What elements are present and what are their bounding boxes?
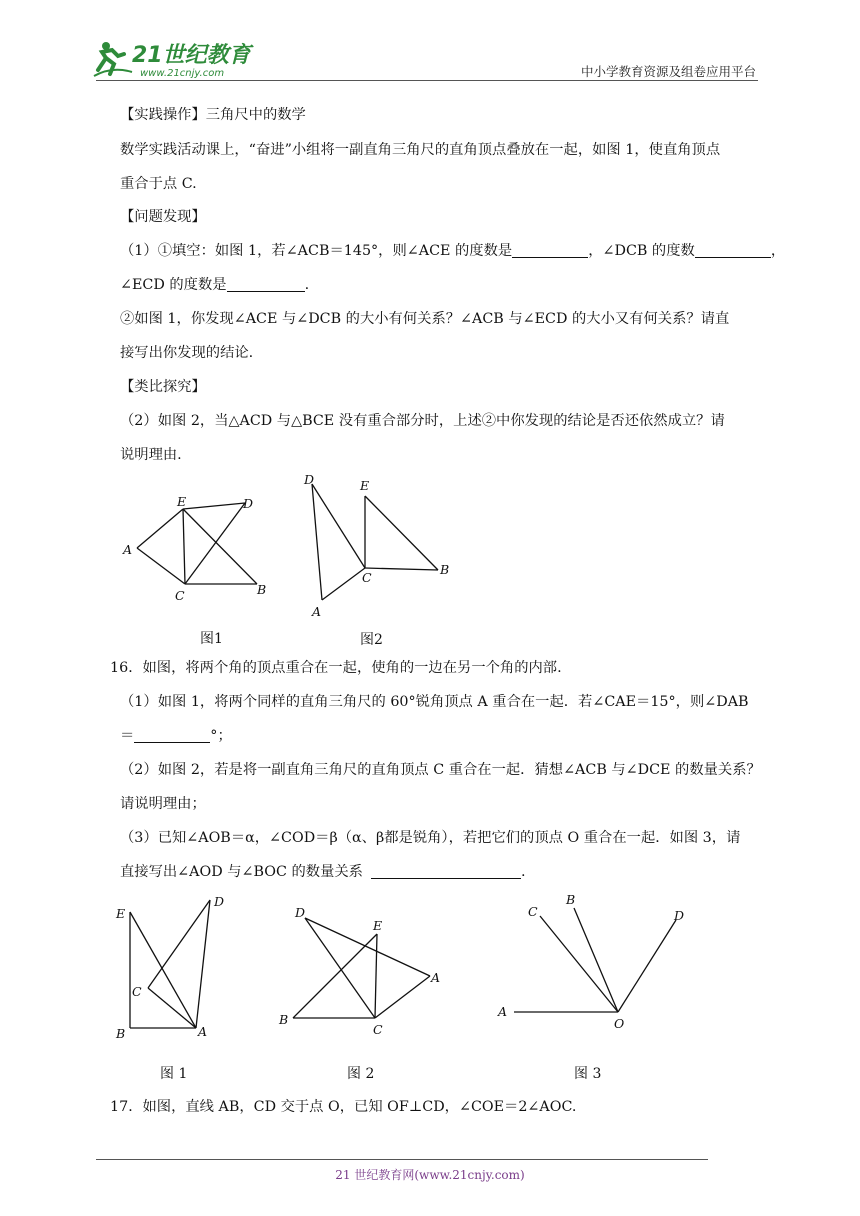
q15-part1-period: . (304, 277, 310, 293)
q15-part1-text-a: （1）①填空：如图 1，若∠ACB＝145°，则∠ACE 的度数是 (120, 243, 513, 259)
q16-part3-period: . (520, 864, 526, 880)
label-B: B (116, 1026, 126, 1041)
label-E: E (373, 918, 383, 933)
q15-section-discovery: 【问题发现】 (120, 209, 206, 225)
label-A: A (123, 542, 133, 557)
site-logo (92, 36, 262, 80)
label-C: C (175, 588, 185, 603)
label-C: C (362, 570, 372, 585)
label-E: E (116, 906, 126, 921)
answer-blank-dcb[interactable] (695, 243, 771, 258)
q16-figure-3 (492, 888, 702, 1086)
footer-site[interactable]: 21 世纪教育网(www.21cnjy.com) (335, 1168, 525, 1182)
q16-figure-1 (108, 888, 243, 1086)
label-A: A (312, 604, 322, 619)
q16-part1-eq: ＝ (120, 728, 135, 744)
q16-part3-line2 (120, 862, 770, 882)
label-B: B (257, 582, 267, 597)
answer-blank-ace[interactable] (512, 243, 588, 258)
figure-caption: 图1 (200, 631, 223, 647)
label-B: B (279, 1012, 289, 1027)
figure-caption: 图 2 (347, 1066, 375, 1082)
figure-caption: 图2 (360, 632, 383, 648)
label-D: D (243, 496, 254, 511)
label-A: A (431, 970, 441, 985)
q15-figure-2 (300, 468, 470, 650)
q15-section-analogy: 【类比探究】 (120, 379, 206, 395)
q15-part1-text-c: ， (770, 243, 786, 259)
answer-blank-dab[interactable] (134, 728, 210, 743)
q16-part3-line1: （3）已知∠AOB＝α，∠COD＝β（α、β都是锐角），若把它们的顶点 O 重合在一起．如图 3，请 (120, 830, 741, 846)
label-C: C (528, 904, 538, 919)
q16-part1-line2 (120, 726, 770, 746)
q15-part1-line1 (120, 241, 786, 261)
header-divider (96, 80, 758, 81)
label-D: D (214, 894, 225, 909)
label-B: B (566, 892, 576, 907)
q15-part1-text-ecd: ∠ECD 的度数是 (120, 277, 227, 293)
q16-part3-text: 直接写出∠AOD 与∠BOC 的数量关系 (120, 864, 363, 880)
label-B: B (440, 562, 450, 577)
q15-figure-1 (115, 490, 275, 650)
logo-text: 21世纪教育 (132, 43, 251, 68)
logo-url: www.21cnjy.com (140, 68, 225, 79)
q16-part2-line2: 请说明理由； (120, 796, 206, 812)
label-D: D (304, 472, 315, 487)
q16-part1-line1: （1）如图 1，将两个同样的直角三角尺的 60°锐角顶点 A 重合在一起．若∠CAE＝15°，则∠DAB (120, 694, 749, 710)
label-E: E (177, 494, 187, 509)
q15-title: 【实践操作】三角尺中的数学 (120, 107, 306, 123)
figure-caption: 图 3 (574, 1066, 602, 1082)
q16-part1-degree: °； (210, 728, 232, 744)
q15-part1-q2-line2: 接写出你发现的结论. (120, 345, 254, 361)
q17-stem: 17．如图，直线 AB，CD 交于点 O，已知 OF⊥CD，∠COE＝2∠AOC. (110, 1099, 577, 1115)
label-D: D (674, 908, 685, 923)
footer-divider (96, 1159, 708, 1160)
q15-part1-q2-line1: ②如图 1，你发现∠ACE 与∠DCB 的大小有何关系？∠ACB 与∠ECD 的大小又有何关系？请直 (120, 311, 730, 327)
header-platform-name: 中小学教育资源及组卷应用平台 (580, 64, 756, 79)
q15-part1-text-b: ，∠DCB 的度数 (588, 243, 695, 259)
q15-part1-line2 (120, 275, 770, 295)
figure-caption: 图 1 (160, 1066, 188, 1082)
label-C: C (373, 1022, 383, 1037)
answer-blank-ecd[interactable] (227, 277, 305, 292)
label-D: D (295, 905, 306, 920)
q16-part2-line1: （2）如图 2，若是将一副直角三角尺的直角顶点 C 重合在一起．猜想∠ACB 与∠DCE 的数量关系？ (120, 762, 761, 778)
q16-stem: 16．如图，将两个角的顶点重合在一起，使角的一边在另一个角的内部. (110, 660, 562, 676)
answer-blank-relation[interactable] (371, 864, 521, 879)
q16-figure-2 (275, 900, 450, 1086)
label-A: A (198, 1024, 208, 1039)
logo-runner-icon (92, 36, 262, 80)
label-C: C (132, 984, 142, 999)
q15-intro-line2: 重合于点 C. (120, 176, 197, 192)
label-E: E (360, 478, 370, 493)
label-O: O (614, 1016, 625, 1031)
q15-part2-line1: （2）如图 2，当△ACD 与△BCE 没有重合部分时，上述②中你发现的结论是否还依然成立？请 (120, 413, 725, 429)
q15-part2-line2: 说明理由. (120, 447, 182, 463)
label-A: A (498, 1004, 508, 1019)
q15-intro-line1: 数学实践活动课上，“奋进”小组将一副直角三角尺的直角顶点叠放在一起，如图 1，使直角顶点 (120, 142, 721, 158)
